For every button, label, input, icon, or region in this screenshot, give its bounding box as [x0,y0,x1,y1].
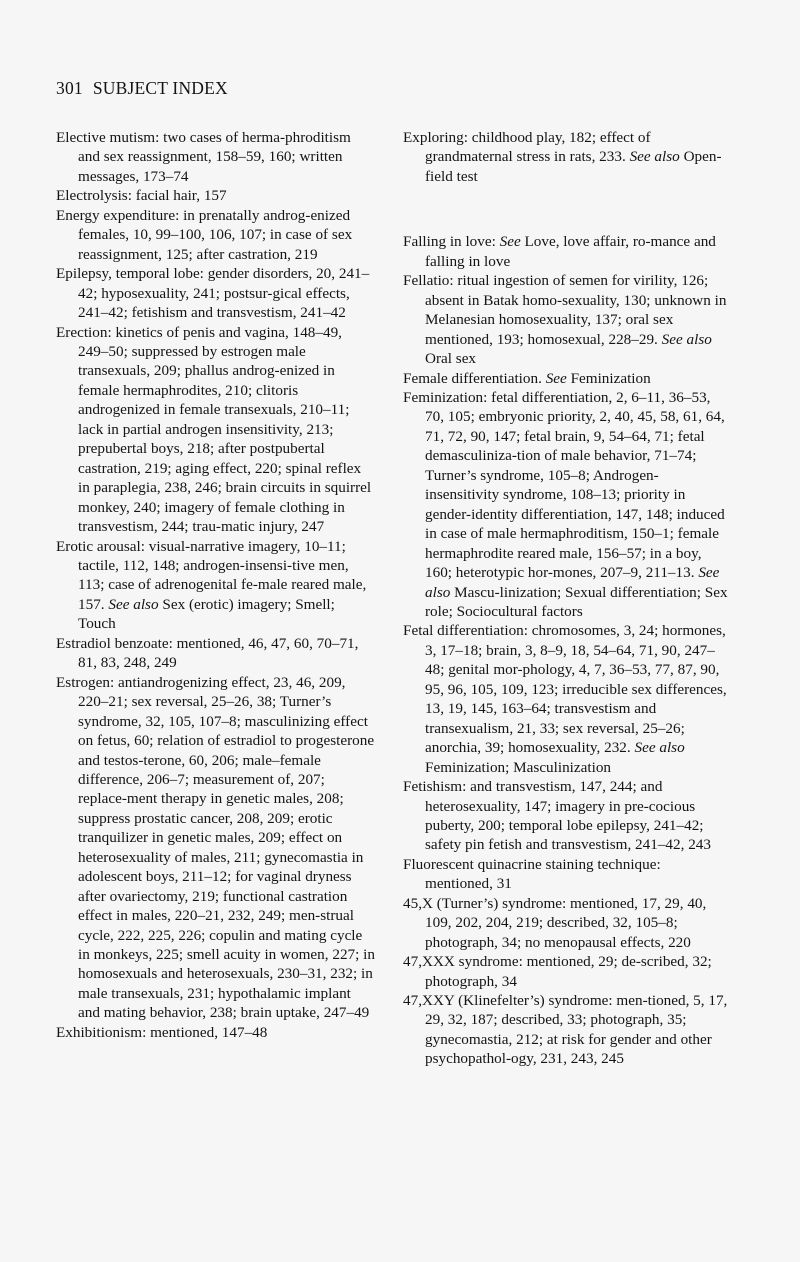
entry-text: Fellatio: ritual ingestion of semen for virility, 126; absent in Batak homo-sexuality, 130; unknown in Melanesian homosexuality, 137; oral sex mentioned, 193; homosexual, 228–29. [403,272,727,348]
see-label: See [545,369,567,387]
page-number: 301 [56,78,83,98]
index-entry [403,952,731,991]
entry-text: Erection: kinetics of penis and vagina, 148–49, 249–50; suppressed by estrogen male transexuals, 209; phallus androg-enized in female hermaphrodites, 210; clitoris androgenized in female transexuals, 210–11; lack in partial androgen insensitivity, 213; prepubertal boys, 218; after postpubertal castration, 219; aging effect, 220; spinal reflex in paraplegia, 238, 246; brain circuits in squirrel monkey, 240; imagery of female clothing in transvestism, 244; trau-matic injury, 247 [56,323,372,536]
see-also-target: Oral sex [425,350,477,368]
index-entry [56,537,376,634]
index-entry [403,777,731,855]
see-also-label: See also [425,564,720,601]
right-column [403,128,731,1069]
index-entry [403,894,731,952]
entry-text: Exhibitionism: mentioned, 147–48 [56,1023,268,1041]
entry-text: Female differentiation. [403,369,542,387]
index-entry [56,206,376,264]
entry-gap [403,186,731,232]
entry-text: Estradiol benzoate: mentioned, 46, 47, 60, 70–71, 81, 83, 248, 249 [56,634,359,672]
index-entry [403,855,731,894]
page-header [56,78,228,99]
see-also-label: See also [634,739,685,757]
see-target: Love, love affair, ro-mance and falling in love [425,233,716,270]
entry-text: Estrogen: antiandrogenizing effect, 23, 46, 209, 220–21; sex reversal, 25–26, 38; Turner’s syndrome, 32, 105, 107–8; masculinizing effect on fetus, 60; relation of estradiol to progesterone and testos-terone, 60, 206; male–female difference, 206–7; measurement of, 207; replace-ment therapy in genetic males, 208; suppress prostatic cancer, 208, 209; erotic tranquilizer in genetic males, 209; effect on heterosexuality of males, 211; gynecomastia in adolescent boys, 211–12; for vaginal dryness after ovariectomy, 219; functional castration effect in males, 220–21, 232, 249; men-strual cycle, 222, 225, 226; copulin and mating cycle in monkeys, 225; smell acuity in women, 227; in homosexuals and heterosexuals, 230–31, 232; in male transexuals, 231; hypothalamic implant and mating behavior, 238; brain uptake, 247–49 [56,673,375,1022]
index-entry [56,186,376,205]
entry-text: Falling in love: [403,233,496,251]
entry-text: 47,XXY (Klinefelter’s) syndrome: men-tioned, 5, 17, 29, 32, 187; described, 33; photograph, 35; gynecomastia, 212; at risk for gender and other psychopathol-ogy, 231, 243, 245 [403,992,728,1068]
entry-text: Erotic arousal: visual-narrative imagery, 10–11; tactile, 112, 148; androgen-insensi-tive men, 113; case of adrenogenital fe-male reared male, 157. [56,537,367,613]
entry-text: Fetal differentiation: chromosomes, 3, 24; hormones, 3, 17–18; brain, 3, 8–9, 18, 54–64, 71, 90, 247–48; genital mor-phology, 4, 7, 36–53, 77, 87, 90, 95, 96, 105, 109, 123; irreducible sex differences, 13, 19, 145, 163–64; transvestism and transexualism, 21, 33; sex reversal, 25–26; anorchia, 39; homosexuality, 232. [403,622,727,757]
entry-text: Energy expenditure: in prenatally androg-enized females, 10, 99–100, 106, 107; in case of sex reassignment, 125; after castration, 219 [56,206,353,263]
see-also-target: Mascu-linization; Sexual differentiation; Sex role; Sociocultural factors [425,583,728,620]
entry-text: Feminization: fetal differentiation, 2, 6–11, 36–53, 70, 105; embryonic priority, 2, 40, 45, 58, 61, 64, 71, 72, 90, 147; fetal brain, 9, 54–64, 71; fetal demasculiniza-tion of male behavior, 71–74; Turner’s syndrome, 105–8; Androgen-insensitivity syndrome, 108–13; priority in gender-identity differentiation, 147, 148; induced in case of male hermaphroditism, 150–1; female hermaphrodite reared male, 156–57; in a boy, 160; heterotypic hor-mones, 207–9, 211–13. [403,388,725,582]
see-also-label: See also [661,330,712,348]
index-entry [403,271,731,368]
index-entry [56,634,376,673]
index-entry [56,673,376,1023]
left-column [56,128,376,1042]
entry-text: Epilepsy, temporal lobe: gender disorders, 20, 241–42; hyposexuality, 241; postsur-gical effects, 241–42; fetishism and transvestism, 241–42 [56,265,370,322]
see-label: See [499,233,521,251]
see-target: Feminization [570,369,651,387]
entry-text: 45,X (Turner’s) syndrome: mentioned, 17, 29, 40, 109, 202, 204, 219; described, 32, 105–8; photograph, 34; no menopausal effects, 220 [403,894,707,951]
see-also-target: Sex (erotic) imagery; Smell; Touch [78,595,335,633]
see-also-target: Open-field test [425,148,722,185]
index-entry [56,264,376,322]
index-entry [56,128,376,186]
index-entry [403,232,731,271]
see-also-label: See also [108,595,159,613]
index-entry [56,1023,376,1042]
index-entry [56,323,376,537]
index-entry [403,128,731,186]
entry-text: Fetishism: and transvestism, 147, 244; and heterosexuality, 147; imagery in pre-cocious puberty, 200; temporal lobe epilepsy, 241–42; safety pin fetish and transvestism, 241–42, 243 [403,778,711,854]
entry-text: Electrolysis: facial hair, 157 [56,187,227,205]
index-entry [403,991,731,1069]
entry-text: Fluorescent quinacrine staining technique: mentioned, 31 [403,855,661,893]
index-entry [403,369,731,388]
entry-text: 47,XXX syndrome: mentioned, 29; de-scribed, 32; photograph, 34 [403,953,712,990]
page-title: SUBJECT INDEX [92,78,228,98]
entry-text: Exploring: childhood play, 182; effect of grandmaternal stress in rats, 233. [403,129,651,166]
see-also-label: See also [629,148,680,166]
entry-text: Elective mutism: two cases of herma-phroditism and sex reassignment, 158–59, 160; written messages, 173–74 [56,129,351,185]
index-entry [403,621,731,777]
see-also-target: Feminization; Masculinization [425,758,612,776]
index-entry [403,388,731,621]
